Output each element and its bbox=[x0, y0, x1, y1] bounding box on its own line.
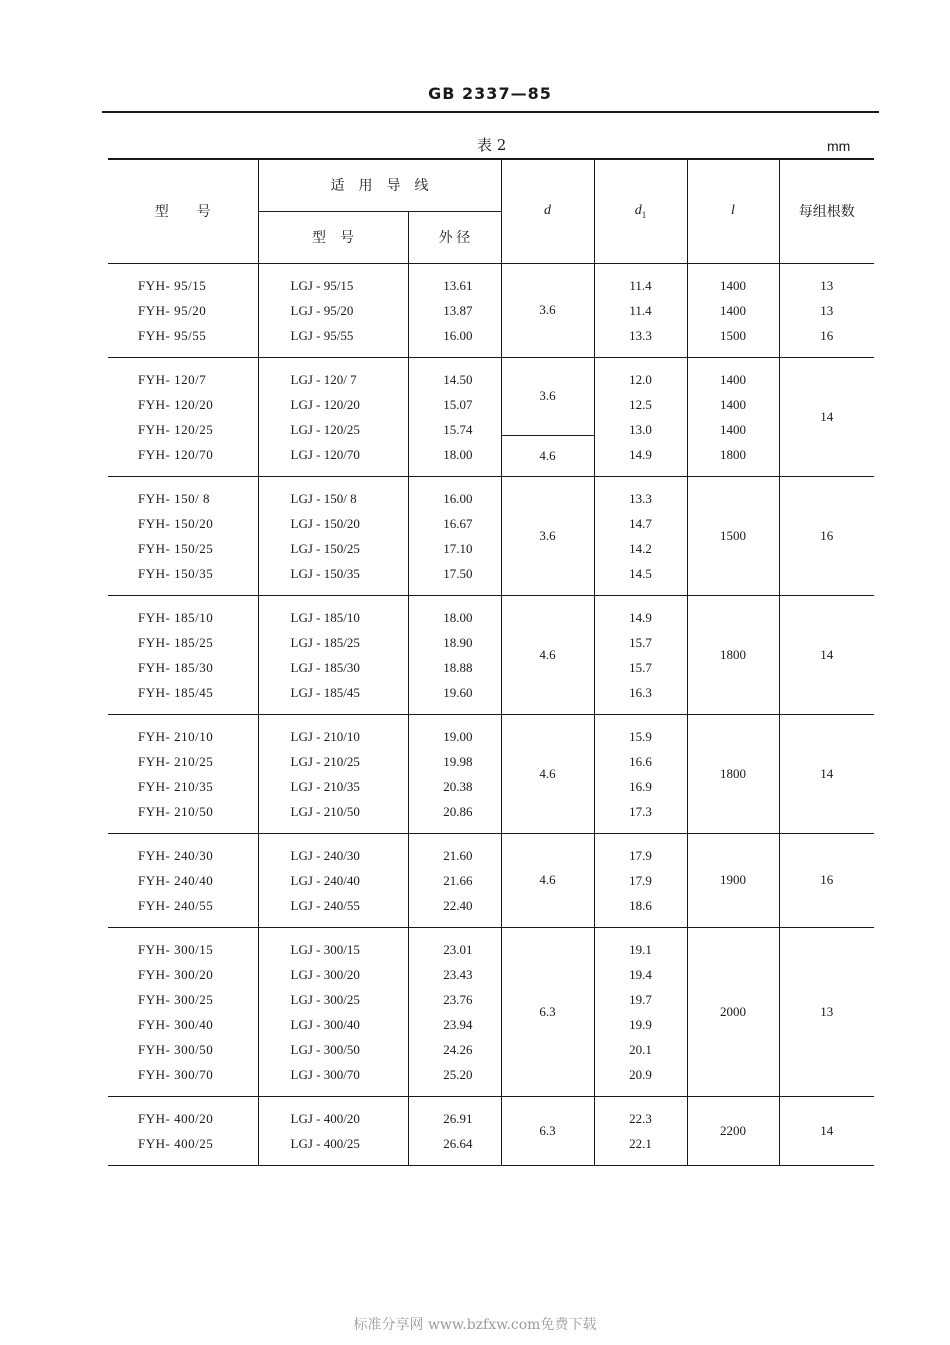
diameter-cell-line: 13.61 bbox=[443, 277, 473, 293]
conductor-cell-line: LGJ - 400/25 bbox=[290, 1135, 360, 1151]
header-conductor-group: 适 用 导 线 bbox=[258, 159, 501, 211]
model-cell bbox=[108, 714, 258, 833]
d1-cell-line: 17.9 bbox=[629, 872, 652, 888]
d1-cell bbox=[594, 927, 687, 1096]
diameter-cell bbox=[408, 714, 501, 833]
diameter-cell-line: 24.26 bbox=[443, 1041, 473, 1057]
conductor-cell-line: LGJ - 150/35 bbox=[290, 565, 360, 581]
conductor-cell-line: LGJ - 300/20 bbox=[290, 966, 360, 982]
model-cell-line: FYH- 400/20 bbox=[138, 1110, 214, 1126]
model-cell-line: FYH- 210/50 bbox=[138, 803, 214, 819]
model-cell-line: FYH- 240/55 bbox=[138, 897, 214, 913]
model-cell-line: FYH- 120/20 bbox=[138, 396, 214, 412]
table-group-row bbox=[108, 1096, 874, 1165]
l-cell: 1900 bbox=[687, 833, 779, 927]
d1-cell-line: 13.3 bbox=[629, 327, 652, 343]
conductor-cell-line: LGJ - 120/70 bbox=[290, 446, 360, 462]
d1-cell-line: 16.6 bbox=[629, 753, 652, 769]
header-rule bbox=[102, 111, 879, 113]
d1-cell-line: 14.5 bbox=[629, 565, 652, 581]
l-cell: 1800 bbox=[687, 714, 779, 833]
table-unit: mm bbox=[827, 138, 851, 154]
table-group-row bbox=[108, 357, 874, 436]
count-cell: 14 bbox=[779, 1096, 874, 1165]
model-cell-line: FYH- 95/55 bbox=[138, 327, 207, 343]
l-cell: 2000 bbox=[687, 927, 779, 1096]
count-cell-line: 13 bbox=[820, 277, 834, 293]
conductor-cell-line: LGJ - 185/45 bbox=[290, 684, 360, 700]
conductor-cell-line: LGJ - 185/25 bbox=[290, 634, 360, 650]
conductor-cell-line: LGJ - 240/30 bbox=[290, 847, 360, 863]
model-cell-line: FYH- 185/10 bbox=[138, 609, 214, 625]
diameter-cell bbox=[408, 263, 501, 357]
diameter-cell-line: 16.00 bbox=[443, 327, 473, 343]
table-body bbox=[108, 263, 874, 1165]
conductor-cell-line: LGJ - 150/ 8 bbox=[290, 490, 357, 506]
model-cell-line: FYH- 150/25 bbox=[138, 540, 214, 556]
d1-cell-line: 19.7 bbox=[629, 991, 652, 1007]
d1-cell-line: 19.1 bbox=[629, 941, 652, 957]
l-cell bbox=[687, 263, 779, 357]
diameter-cell-line: 22.40 bbox=[443, 897, 473, 913]
count-cell: 14 bbox=[779, 714, 874, 833]
diameter-cell-line: 17.50 bbox=[443, 565, 473, 581]
conductor-cell-line: LGJ - 240/55 bbox=[290, 897, 360, 913]
model-cell-line: FYH- 210/10 bbox=[138, 728, 214, 744]
d1-cell-line: 16.3 bbox=[629, 684, 652, 700]
header-d1: $d_1$ bbox=[594, 159, 687, 263]
d1-cell-line: 20.9 bbox=[629, 1066, 652, 1082]
model-cell-line: FYH- 185/30 bbox=[138, 659, 214, 675]
header-l: l bbox=[687, 159, 779, 263]
count-cell: 13 bbox=[779, 927, 874, 1096]
conductor-cell-line: LGJ - 210/50 bbox=[290, 803, 360, 819]
model-cell bbox=[108, 476, 258, 595]
l-cell-line: 1400 bbox=[720, 371, 746, 387]
conductor-cell-line: LGJ - 300/40 bbox=[290, 1016, 360, 1032]
watermark-text: 标准分享网 www.bzfxw.com免费下载 bbox=[353, 1317, 597, 1333]
conductor-cell-line: LGJ - 240/40 bbox=[290, 872, 360, 888]
diameter-cell-line: 20.86 bbox=[443, 803, 473, 819]
model-cell-line: FYH- 185/45 bbox=[138, 684, 214, 700]
l-cell-line: 1400 bbox=[720, 302, 746, 318]
d1-cell bbox=[594, 1096, 687, 1165]
model-cell-line: FYH- 120/70 bbox=[138, 446, 214, 462]
model-cell bbox=[108, 927, 258, 1096]
d1-cell-line: 19.9 bbox=[629, 1016, 652, 1032]
model-cell-line: FYH- 300/20 bbox=[138, 966, 214, 982]
conductor-cell-line: LGJ - 120/ 7 bbox=[290, 371, 357, 387]
d1-cell-line: 14.2 bbox=[629, 540, 652, 556]
count-cell: 14 bbox=[779, 595, 874, 714]
diameter-cell bbox=[408, 595, 501, 714]
conductor-cell-line: LGJ - 300/25 bbox=[290, 991, 360, 1007]
header-outer-diameter: 外 径 bbox=[408, 211, 501, 263]
l-cell-line: 1400 bbox=[720, 396, 746, 412]
d-cell: 6.3 bbox=[501, 927, 594, 1096]
header-model: 型 号 bbox=[108, 159, 258, 263]
d-cell-top: 3.6 bbox=[501, 357, 594, 436]
conductor-cell bbox=[258, 1096, 408, 1165]
l-cell bbox=[687, 357, 779, 476]
l-cell-line: 1800 bbox=[720, 446, 746, 462]
conductor-cell-line: LGJ - 210/25 bbox=[290, 753, 360, 769]
d1-cell-line: 17.3 bbox=[629, 803, 652, 819]
diameter-cell-line: 23.01 bbox=[443, 941, 473, 957]
conductor-cell bbox=[258, 595, 408, 714]
header-count: 每组根数 bbox=[779, 159, 874, 263]
count-cell-line: 16 bbox=[820, 327, 834, 343]
conductor-cell-line: LGJ - 400/20 bbox=[290, 1110, 360, 1126]
diameter-cell-line: 16.67 bbox=[443, 515, 473, 531]
model-cell-line: FYH- 240/40 bbox=[138, 872, 214, 888]
model-cell-line: FYH- 210/25 bbox=[138, 753, 214, 769]
conductor-cell-line: LGJ - 300/70 bbox=[290, 1066, 360, 1082]
d1-cell-line: 13.3 bbox=[629, 490, 652, 506]
model-cell-line: FYH- 210/35 bbox=[138, 778, 214, 794]
l-cell-line: 1400 bbox=[720, 421, 746, 437]
diameter-cell bbox=[408, 1096, 501, 1165]
d1-cell bbox=[594, 476, 687, 595]
conductor-cell-line: LGJ - 95/55 bbox=[290, 327, 354, 343]
d-cell: 3.6 bbox=[501, 476, 594, 595]
diameter-cell-line: 19.98 bbox=[443, 753, 473, 769]
l-cell: 1500 bbox=[687, 476, 779, 595]
diameter-cell-line: 14.50 bbox=[443, 371, 473, 387]
model-cell bbox=[108, 595, 258, 714]
diameter-cell-line: 23.76 bbox=[443, 991, 473, 1007]
conductor-cell-line: LGJ - 300/50 bbox=[290, 1041, 360, 1057]
conductor-cell bbox=[258, 714, 408, 833]
conductor-cell-line: LGJ - 210/35 bbox=[290, 778, 360, 794]
d1-cell-line: 17.9 bbox=[629, 847, 652, 863]
conductor-cell-line: LGJ - 185/10 bbox=[290, 609, 360, 625]
d1-cell bbox=[594, 357, 687, 476]
diameter-cell bbox=[408, 357, 501, 476]
diameter-cell-line: 23.43 bbox=[443, 966, 473, 982]
model-cell-line: FYH- 300/70 bbox=[138, 1066, 214, 1082]
l-cell-line: 1400 bbox=[720, 277, 746, 293]
diameter-cell-line: 21.66 bbox=[443, 872, 473, 888]
diameter-cell-line: 25.20 bbox=[443, 1066, 473, 1082]
conductor-cell bbox=[258, 357, 408, 476]
conductor-cell bbox=[258, 263, 408, 357]
table-group-row bbox=[108, 263, 874, 357]
fyh-spec-table bbox=[108, 158, 874, 1166]
d1-cell-line: 14.9 bbox=[629, 446, 652, 462]
header-conductor-model: 型 号 bbox=[258, 211, 408, 263]
l-cell-line: 1500 bbox=[720, 327, 746, 343]
diameter-cell-line: 17.10 bbox=[443, 540, 473, 556]
d1-cell-line: 11.4 bbox=[629, 302, 652, 318]
model-cell-line: FYH- 120/7 bbox=[138, 371, 207, 387]
model-cell-line: FYH- 120/25 bbox=[138, 421, 214, 437]
table-caption: 表 2 bbox=[477, 136, 507, 154]
diameter-cell-line: 19.60 bbox=[443, 684, 473, 700]
diameter-cell-line: 21.60 bbox=[443, 847, 473, 863]
conductor-cell bbox=[258, 833, 408, 927]
model-cell-line: FYH- 300/50 bbox=[138, 1041, 214, 1057]
model-cell-line: FYH- 300/40 bbox=[138, 1016, 214, 1032]
l-cell: 2200 bbox=[687, 1096, 779, 1165]
conductor-cell bbox=[258, 476, 408, 595]
d-cell: 6.3 bbox=[501, 1096, 594, 1165]
d-cell: 4.6 bbox=[501, 714, 594, 833]
diameter-cell-line: 19.00 bbox=[443, 728, 473, 744]
model-cell-line: FYH- 400/25 bbox=[138, 1135, 214, 1151]
model-cell-line: FYH- 185/25 bbox=[138, 634, 214, 650]
diameter-cell-line: 13.87 bbox=[443, 302, 473, 318]
d1-cell bbox=[594, 714, 687, 833]
model-cell-line: FYH- 300/25 bbox=[138, 991, 214, 1007]
d1-cell-line: 14.9 bbox=[629, 609, 652, 625]
count-cell: 16 bbox=[779, 476, 874, 595]
d-cell: 3.6 bbox=[501, 263, 594, 357]
d-cell-bottom: 4.6 bbox=[501, 436, 594, 476]
model-cell bbox=[108, 1096, 258, 1165]
diameter-cell-line: 15.74 bbox=[443, 421, 473, 437]
diameter-cell-line: 26.91 bbox=[443, 1110, 473, 1126]
conductor-cell-line: LGJ - 95/20 bbox=[290, 302, 354, 318]
d1-cell-line: 15.7 bbox=[629, 659, 652, 675]
header-d: d bbox=[501, 159, 594, 263]
conductor-cell-line: LGJ - 150/20 bbox=[290, 515, 360, 531]
model-cell bbox=[108, 833, 258, 927]
diameter-cell bbox=[408, 927, 501, 1096]
d1-cell-line: 15.7 bbox=[629, 634, 652, 650]
model-cell-line: FYH- 240/30 bbox=[138, 847, 214, 863]
table-group-row bbox=[108, 927, 874, 1096]
diameter-cell-line: 20.38 bbox=[443, 778, 473, 794]
diameter-cell bbox=[408, 476, 501, 595]
model-cell bbox=[108, 357, 258, 476]
count-cell: 14 bbox=[779, 357, 874, 476]
diameter-cell-line: 16.00 bbox=[443, 490, 473, 506]
conductor-cell bbox=[258, 927, 408, 1096]
model-cell-line: FYH- 95/15 bbox=[138, 277, 207, 293]
d1-cell-line: 20.1 bbox=[629, 1041, 652, 1057]
count-cell-line: 13 bbox=[820, 302, 834, 318]
d-cell: 4.6 bbox=[501, 595, 594, 714]
diameter-cell-line: 18.00 bbox=[443, 446, 473, 462]
model-cell-line: FYH- 150/35 bbox=[138, 565, 214, 581]
count-cell: 16 bbox=[779, 833, 874, 927]
d1-cell-line: 16.9 bbox=[629, 778, 652, 794]
standard-code: GB 2337—85 bbox=[428, 84, 552, 103]
diameter-cell bbox=[408, 833, 501, 927]
d1-cell-line: 12.5 bbox=[629, 396, 652, 412]
d1-cell-line: 13.0 bbox=[629, 421, 652, 437]
diameter-cell-line: 18.00 bbox=[443, 609, 473, 625]
model-cell-line: FYH- 300/15 bbox=[138, 941, 214, 957]
table-group-row bbox=[108, 714, 874, 833]
d-cell: 4.6 bbox=[501, 833, 594, 927]
l-cell: 1800 bbox=[687, 595, 779, 714]
model-cell-line: FYH- 150/20 bbox=[138, 515, 214, 531]
d1-cell-line: 14.7 bbox=[629, 515, 652, 531]
d1-cell-line: 18.6 bbox=[629, 897, 652, 913]
d1-cell-line: 12.0 bbox=[629, 371, 652, 387]
conductor-cell-line: LGJ - 300/15 bbox=[290, 941, 360, 957]
diameter-cell-line: 26.64 bbox=[443, 1135, 473, 1151]
model-cell bbox=[108, 263, 258, 357]
d1-cell bbox=[594, 833, 687, 927]
diameter-cell-line: 15.07 bbox=[443, 396, 473, 412]
conductor-cell-line: LGJ - 210/10 bbox=[290, 728, 360, 744]
d1-cell-line: 15.9 bbox=[629, 728, 652, 744]
model-cell-line: FYH- 150/ 8 bbox=[138, 490, 210, 506]
table-group-row bbox=[108, 833, 874, 927]
d1-cell bbox=[594, 595, 687, 714]
conductor-cell-line: LGJ - 120/20 bbox=[290, 396, 360, 412]
conductor-cell-line: LGJ - 95/15 bbox=[290, 277, 354, 293]
d1-cell-line: 11.4 bbox=[629, 277, 652, 293]
diameter-cell-line: 18.88 bbox=[443, 659, 473, 675]
diameter-cell-line: 23.94 bbox=[443, 1016, 473, 1032]
conductor-cell-line: LGJ - 150/25 bbox=[290, 540, 360, 556]
diameter-cell-line: 18.90 bbox=[443, 634, 473, 650]
d1-cell-line: 22.3 bbox=[629, 1110, 652, 1126]
count-cell bbox=[779, 263, 874, 357]
table-group-row bbox=[108, 476, 874, 595]
d1-cell bbox=[594, 263, 687, 357]
d1-cell-line: 19.4 bbox=[629, 966, 652, 982]
conductor-cell-line: LGJ - 120/25 bbox=[290, 421, 360, 437]
conductor-cell-line: LGJ - 185/30 bbox=[290, 659, 360, 675]
d1-cell-line: 22.1 bbox=[629, 1135, 652, 1151]
model-cell-line: FYH- 95/20 bbox=[138, 302, 207, 318]
table-group-row bbox=[108, 595, 874, 714]
